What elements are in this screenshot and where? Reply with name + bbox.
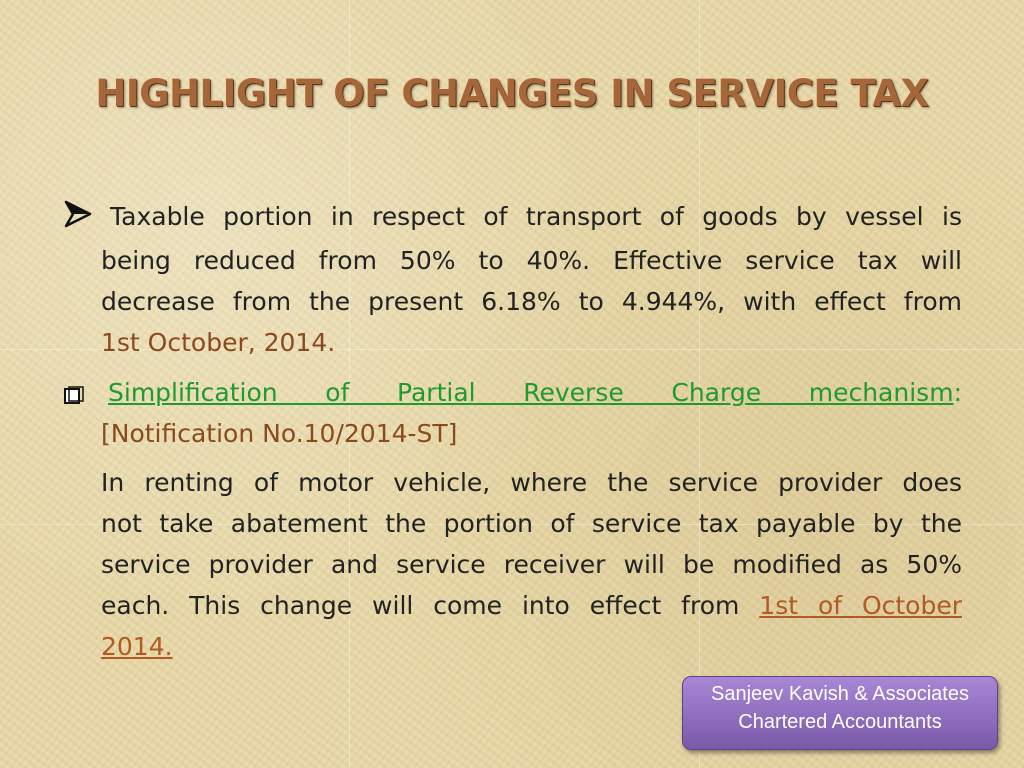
point2-para-line4-text: each. This change will come into effect from: [101, 591, 740, 620]
slide-title: HIGHLIGHT OF CHANGES IN SERVICE TAX: [95, 72, 929, 115]
point1-line1: Taxable portion in respect of transport of goods by vessel is: [110, 202, 962, 231]
point1-line2: being reduced from 50% to 40%. Effective service tax will: [101, 246, 962, 275]
point2-para-line3: service provider and service receiver will be modified as 50%: [101, 550, 962, 579]
point2-para-line2: not take abatement the portion of service tax payable by the: [101, 509, 962, 538]
firm-name-box: [682, 676, 998, 750]
arrow-bullet-icon: [63, 192, 93, 233]
point1-line3: decrease from the present 6.18% to 4.944%, with effect from: [101, 287, 962, 316]
firm-name: Sanjeev Kavish & Associates: [711, 683, 969, 705]
point2-date-line: [101, 626, 962, 667]
square-bullet-icon: [63, 374, 85, 415]
effective-date-link[interactable]: 1st of October: [759, 591, 962, 620]
partial-reverse-charge-link[interactable]: Simplification of Partial Reverse Charge mechanism: [108, 378, 954, 407]
notification-reference: [Notification No.10/2014-ST]: [101, 419, 458, 448]
effective-date-link-year[interactable]: 2014.: [101, 632, 173, 661]
point1-date: 1st October, 2014.: [101, 328, 336, 357]
point2-para-line4: [101, 585, 962, 626]
heading-colon: :: [953, 378, 962, 407]
firm-designation: Chartered Accountants: [738, 711, 942, 733]
point2-heading-line: [108, 372, 962, 413]
point2-para-line1: In renting of motor vehicle, where the service provider does: [101, 468, 962, 497]
